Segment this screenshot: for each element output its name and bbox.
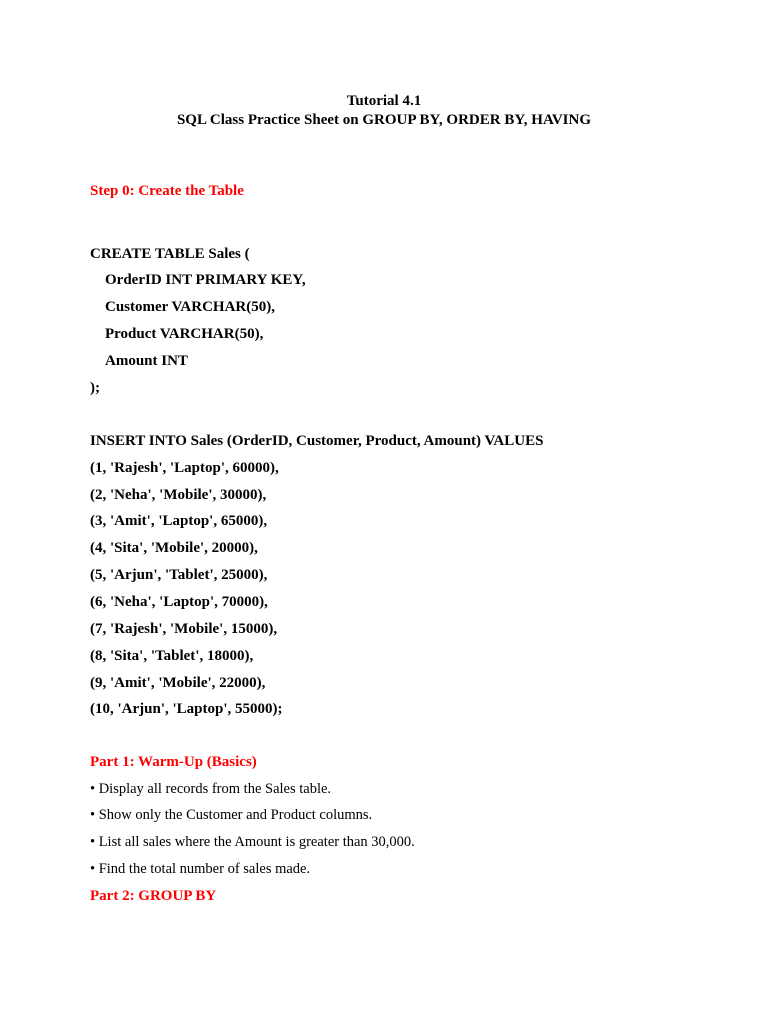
document-subtitle: SQL Class Practice Sheet on GROUP BY, ORDER BY, HAVING bbox=[176, 112, 592, 128]
insert-row: (3, 'Amit', 'Laptop', 65000), bbox=[90, 513, 268, 529]
column-definition: Amount INT bbox=[105, 353, 188, 369]
step0-heading: Step 0: Create the Table bbox=[90, 183, 244, 199]
part1-bullet-item: • Show only the Customer and Product columns. bbox=[90, 807, 373, 823]
part2-heading: Part 2: GROUP BY bbox=[90, 888, 217, 904]
create-table-open: CREATE TABLE Sales ( bbox=[90, 246, 250, 262]
create-table-close: ); bbox=[90, 380, 100, 396]
insert-statement: INSERT INTO Sales (OrderID, Customer, Product, Amount) VALUES bbox=[90, 433, 544, 449]
part1-bullet-item: • List all sales where the Amount is greater than 30,000. bbox=[90, 834, 415, 850]
part1-bullet-item: • Display all records from the Sales table. bbox=[90, 781, 332, 797]
column-definition: Customer VARCHAR(50), bbox=[105, 299, 275, 315]
column-definition: Product VARCHAR(50), bbox=[105, 326, 264, 342]
insert-row: (7, 'Rajesh', 'Mobile', 15000), bbox=[90, 621, 278, 637]
insert-row: (9, 'Amit', 'Mobile', 22000), bbox=[90, 675, 266, 691]
part1-heading: Part 1: Warm-Up (Basics) bbox=[90, 754, 257, 770]
document-title: Tutorial 4.1 bbox=[346, 93, 422, 109]
part1-bullet-item: • Find the total number of sales made. bbox=[90, 861, 311, 877]
column-definition: OrderID INT PRIMARY KEY, bbox=[105, 272, 306, 288]
insert-row: (8, 'Sita', 'Tablet', 18000), bbox=[90, 648, 254, 664]
insert-row: (6, 'Neha', 'Laptop', 70000), bbox=[90, 594, 268, 610]
insert-row: (5, 'Arjun', 'Tablet', 25000), bbox=[90, 567, 268, 583]
insert-row: (4, 'Sita', 'Mobile', 20000), bbox=[90, 540, 258, 556]
insert-row: (2, 'Neha', 'Mobile', 30000), bbox=[90, 487, 267, 503]
insert-row: (10, 'Arjun', 'Laptop', 55000); bbox=[90, 701, 283, 717]
insert-row: (1, 'Rajesh', 'Laptop', 60000), bbox=[90, 460, 279, 476]
